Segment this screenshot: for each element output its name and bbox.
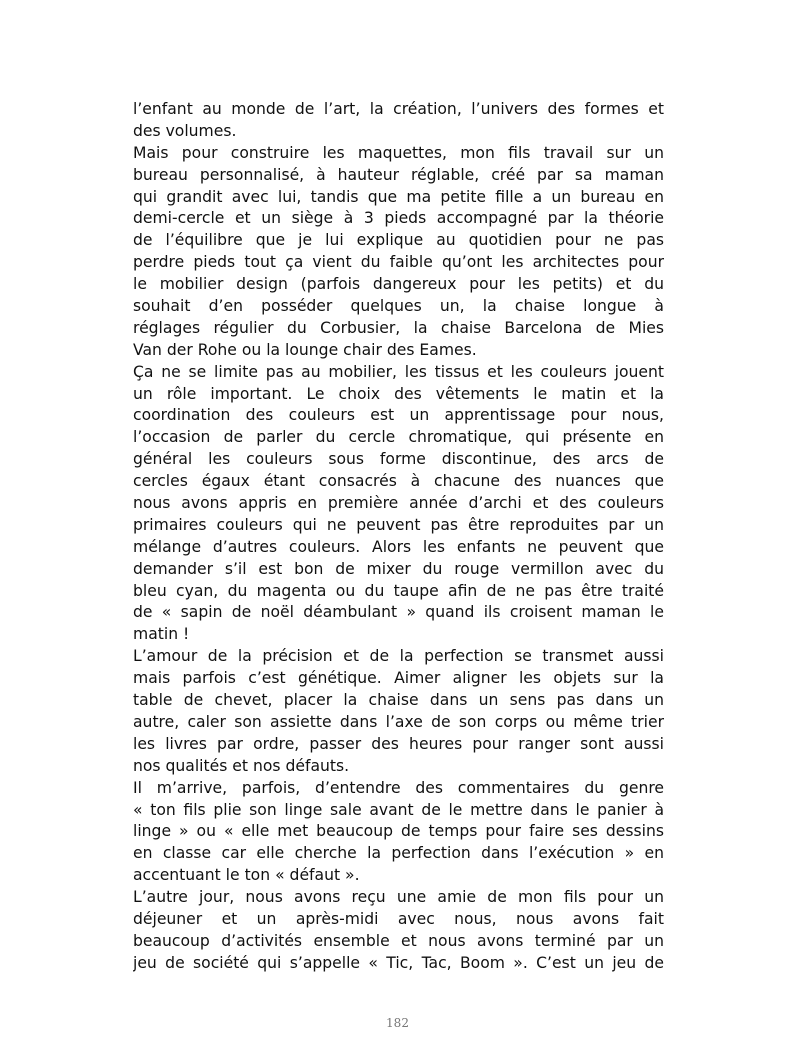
text-line: souhait d’en posséder quelques un, la chaise longue à — [133, 297, 664, 316]
text-line: demander s’il est bon de mixer du rouge vermillon avec du — [133, 559, 664, 578]
text-line: « ton fils plie son linge sale avant de le mettre dans le panier à — [133, 800, 664, 819]
text-line: de « sapin de noël déambulant » quand ils croisent maman le — [133, 603, 664, 622]
text-line: cercles égaux étant consacrés à chacune des nuances que — [133, 472, 664, 491]
text-line: des volumes. — [133, 121, 237, 140]
text-line: mais parfois c’est génétique. Aimer aligner les objets sur la — [133, 669, 664, 688]
text-line: en classe car elle cherche la perfection dans l’exécution » en — [133, 844, 664, 863]
text-line: demi-cercle et un siège à 3 pieds accompagné par la théorie — [133, 209, 664, 228]
text-line: le mobilier design (parfois dangereux pour les petits) et du — [133, 275, 664, 294]
paragraph — [133, 887, 664, 975]
text-line: mélange d’autres couleurs. Alors les enfants ne peuvent que — [133, 537, 664, 556]
page-number: 182 — [386, 1016, 409, 1030]
text-line: Ça ne se limite pas au mobilier, les tissus et les couleurs jouent — [133, 362, 664, 381]
text-line: déjeuner et un après-midi avec nous, nous avons fait — [133, 909, 664, 928]
text-line: primaires couleurs qui ne peuvent pas être reproduites par un — [133, 515, 664, 534]
text-line: table de chevet, placer la chaise dans un sens pas dans un — [133, 691, 664, 710]
text-line: L’autre jour, nous avons reçu une amie de mon fils pour un — [133, 888, 664, 907]
text-line: linge » ou « elle met beaucoup de temps pour faire ses dessins — [133, 822, 664, 841]
text-line: Il m’arrive, parfois, d’entendre des commentaires du genre — [133, 778, 664, 797]
text-line: nous avons appris en première année d’archi et des couleurs — [133, 494, 664, 513]
text-line: Mais pour construire les maquettes, mon fils travail sur un — [133, 143, 664, 162]
text-line: autre, caler son assiette dans l’axe de son corps ou même trier — [133, 712, 664, 731]
paragraph — [133, 143, 664, 362]
text-line: un rôle important. Le choix des vêtements le matin et la — [133, 384, 664, 403]
text-line: jeu de société qui s’appelle « Tic, Tac, Boom ». C’est un jeu de — [133, 953, 664, 972]
text-line: Van der Rohe ou la lounge chair des Eames. — [133, 340, 477, 359]
text-line: qui grandit avec lui, tandis que ma petite fille a un bureau en — [133, 187, 664, 206]
paragraph — [133, 362, 664, 647]
text-line: nos qualités et nos défauts. — [133, 756, 350, 775]
text-line: bleu cyan, du magenta ou du taupe afin de ne pas être traité — [133, 581, 664, 600]
text-line: l’occasion de parler du cercle chromatique, qui présente en — [133, 428, 664, 447]
text-line: l’enfant au monde de l’art, la création, l’univers des formes et — [133, 100, 664, 118]
text-line: matin ! — [133, 625, 190, 644]
text-line: réglages régulier du Corbusier, la chaise Barcelona de Mies — [133, 318, 664, 337]
text-line: perdre pieds tout ça vient du faible qu’ont les architectes pour — [133, 253, 664, 272]
text-line: bureau personnalisé, à hauteur réglable, créé par sa maman — [133, 165, 664, 184]
text-line: les livres par ordre, passer des heures pour ranger sont aussi — [133, 734, 664, 753]
paragraph — [133, 99, 664, 143]
paragraph — [133, 646, 664, 777]
paragraph — [133, 778, 664, 887]
text-line: général les couleurs sous forme discontinue, des arcs de — [133, 450, 664, 469]
text-line: L’amour de la précision et de la perfection se transmet aussi — [133, 647, 664, 666]
text-line: beaucoup d’activités ensemble et nous avons terminé par un — [133, 931, 664, 950]
text-line: accentuant le ton « défaut ». — [133, 866, 360, 885]
text-line: coordination des couleurs est un apprentissage pour nous, — [133, 406, 664, 425]
body-text — [133, 99, 664, 975]
text-line: de l’équilibre que je lui explique au quotidien pour ne pas — [133, 231, 664, 250]
